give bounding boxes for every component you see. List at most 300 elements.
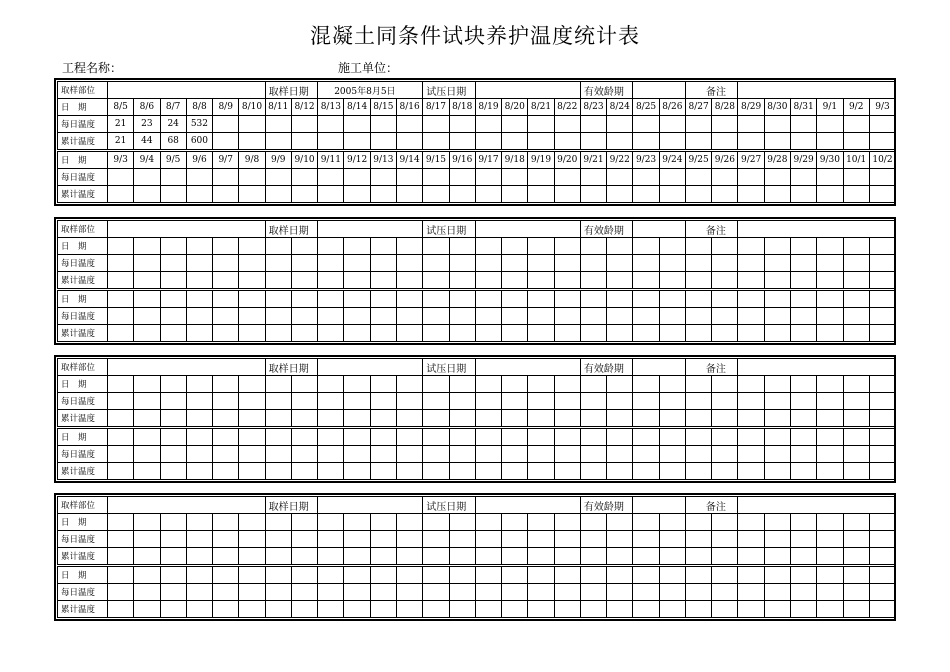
table-cell — [449, 238, 475, 255]
table-cell — [869, 514, 895, 531]
table-cell — [790, 531, 816, 548]
table-cell — [344, 601, 370, 618]
table-cell — [291, 186, 317, 203]
table-cell — [633, 290, 659, 308]
table-cell — [396, 531, 422, 548]
header-row — [58, 359, 896, 376]
date-row — [58, 514, 896, 531]
table-cell — [580, 584, 606, 601]
table-cell — [790, 308, 816, 325]
table-cell — [712, 238, 738, 255]
table-cell — [607, 463, 633, 480]
cumulative-temp-row — [58, 410, 896, 428]
table-cell — [817, 463, 843, 480]
table-cell — [396, 325, 422, 342]
sample-date-label: 取样日期 — [265, 221, 318, 238]
temperature-table — [57, 220, 896, 342]
table-cell — [265, 514, 291, 531]
table-cell — [186, 255, 212, 272]
table-cell — [160, 410, 186, 428]
sample-date-label: 取样日期 — [265, 497, 318, 514]
table-cell — [869, 238, 895, 255]
table-cell — [134, 186, 160, 203]
table-cell — [449, 428, 475, 446]
table-cell — [633, 601, 659, 618]
table-cell — [607, 186, 633, 203]
table-cell — [843, 584, 869, 601]
cumulative-label: 累计温度 — [58, 272, 108, 290]
table-cell — [738, 446, 764, 463]
table-cell — [790, 601, 816, 618]
date-row — [58, 566, 896, 584]
table-cell: 8/5 — [108, 99, 134, 116]
table-cell — [685, 308, 711, 325]
page-title: 混凝土同条件试块养护温度统计表 — [310, 24, 640, 48]
table-cell — [291, 255, 317, 272]
table-cell — [554, 566, 580, 584]
table-cell — [449, 548, 475, 566]
table-cell — [712, 548, 738, 566]
table-cell — [790, 255, 816, 272]
table-cell — [712, 584, 738, 601]
table-cell: 8/29 — [738, 99, 764, 116]
table-cell — [344, 514, 370, 531]
table-cell: 8/24 — [607, 99, 633, 116]
table-cell — [869, 255, 895, 272]
table-cell — [554, 116, 580, 133]
table-cell — [449, 290, 475, 308]
table-cell — [817, 584, 843, 601]
table-cell — [659, 428, 685, 446]
table-cell: 8/16 — [396, 99, 422, 116]
date-label: 日 期 — [58, 238, 108, 255]
table-cell: 9/21 — [580, 151, 606, 169]
table-cell — [318, 238, 344, 255]
table-cell — [791, 169, 817, 186]
table-cell — [843, 428, 869, 446]
table-cell — [423, 376, 449, 393]
table-cell — [528, 601, 554, 618]
table-cell — [160, 308, 186, 325]
table-cell — [502, 325, 528, 342]
cumulative-temp-row — [58, 186, 896, 203]
table-cell — [659, 548, 685, 566]
table-cell — [370, 548, 396, 566]
sample-date-value: 2005年8月5日 — [318, 82, 423, 99]
table-cell — [160, 428, 186, 446]
table-cell — [502, 290, 528, 308]
table-cell: 8/27 — [685, 99, 711, 116]
table-cell — [869, 548, 895, 566]
remark-value — [738, 497, 896, 514]
table-cell: 9/1 — [817, 99, 843, 116]
table-cell: 68 — [160, 133, 186, 151]
table-cell: 8/9 — [213, 99, 239, 116]
table-cell — [607, 169, 633, 186]
table-cell — [502, 566, 528, 584]
table-cell — [475, 548, 501, 566]
table-cell — [502, 601, 528, 618]
table-cell — [213, 272, 239, 290]
table-cell — [213, 531, 239, 548]
table-cell — [213, 376, 239, 393]
table-cell — [134, 290, 160, 308]
table-cell: 9/10 — [291, 151, 317, 169]
daily-label: 每日温度 — [58, 116, 108, 133]
table-cell — [134, 308, 160, 325]
table-cell — [213, 255, 239, 272]
table-cell: 8/25 — [633, 99, 659, 116]
table-cell — [659, 272, 685, 290]
location-label: 取样部位 — [58, 82, 108, 99]
table-cell — [502, 446, 528, 463]
table-cell — [134, 566, 160, 584]
table-cell — [475, 601, 501, 618]
table-cell — [738, 566, 764, 584]
table-cell — [843, 186, 869, 203]
remark-label: 备注 — [685, 497, 738, 514]
table-cell — [554, 428, 580, 446]
table-cell — [633, 116, 659, 133]
effective-age-label: 有效龄期 — [580, 497, 633, 514]
header-row — [58, 82, 896, 99]
table-cell — [108, 325, 134, 342]
table-cell — [659, 186, 685, 203]
table-cell — [633, 133, 659, 151]
table-cell — [318, 393, 344, 410]
table-cell — [790, 272, 816, 290]
table-cell — [239, 584, 265, 601]
table-cell: 8/12 — [291, 99, 317, 116]
table-cell — [318, 446, 344, 463]
table-cell — [449, 584, 475, 601]
table-cell — [108, 272, 134, 290]
table-cell: 532 — [186, 116, 212, 133]
table-cell — [265, 116, 291, 133]
table-cell — [213, 463, 239, 480]
table-cell — [607, 446, 633, 463]
table-cell — [843, 116, 869, 133]
table-cell — [239, 116, 265, 133]
table-cell — [607, 548, 633, 566]
daily-label: 每日温度 — [58, 531, 108, 548]
table-cell — [502, 116, 528, 133]
table-cell — [344, 463, 370, 480]
table-cell — [396, 566, 422, 584]
table-cell — [843, 169, 869, 186]
table-cell — [160, 463, 186, 480]
table-cell — [712, 255, 738, 272]
table-cell — [633, 463, 659, 480]
table-cell — [685, 566, 711, 584]
table-cell — [108, 238, 134, 255]
table-cell: 9/24 — [659, 151, 685, 169]
table-cell — [502, 428, 528, 446]
table-cell — [764, 410, 790, 428]
table-cell — [607, 238, 633, 255]
table-cell — [580, 186, 606, 203]
table-cell — [475, 255, 501, 272]
table-cell — [449, 601, 475, 618]
table-cell — [528, 186, 554, 203]
table-cell — [633, 514, 659, 531]
table-cell — [265, 308, 291, 325]
table-cell — [213, 186, 239, 203]
table-cell — [738, 133, 764, 151]
table-cell: 8/28 — [712, 99, 738, 116]
table-cell — [843, 514, 869, 531]
table-cell — [318, 428, 344, 446]
location-value — [108, 497, 266, 514]
table-cell — [160, 272, 186, 290]
table-cell — [817, 272, 843, 290]
table-cell — [344, 584, 370, 601]
header-row — [58, 497, 896, 514]
table-cell — [790, 238, 816, 255]
table-cell — [817, 238, 843, 255]
table-cell — [843, 325, 869, 342]
table-cell — [817, 325, 843, 342]
table-cell — [108, 186, 134, 203]
table-cell — [291, 601, 317, 618]
test-date-label: 试压日期 — [423, 359, 476, 376]
table-cell — [265, 169, 291, 186]
location-value — [108, 221, 266, 238]
date-label: 日 期 — [58, 290, 108, 308]
table-cell — [423, 584, 449, 601]
table-cell — [712, 169, 738, 186]
table-cell — [265, 393, 291, 410]
table-cell — [764, 325, 790, 342]
table-cell — [475, 169, 501, 186]
table-cell — [633, 169, 659, 186]
temperature-block — [54, 78, 896, 206]
table-cell — [502, 463, 528, 480]
table-cell — [108, 308, 134, 325]
table-cell — [685, 133, 711, 151]
table-cell — [134, 169, 160, 186]
table-cell — [239, 548, 265, 566]
table-cell — [213, 393, 239, 410]
table-cell — [685, 169, 711, 186]
table-cell — [528, 428, 554, 446]
table-cell — [502, 169, 528, 186]
date-row — [58, 290, 896, 308]
table-cell — [528, 376, 554, 393]
table-cell — [633, 325, 659, 342]
table-cell — [502, 393, 528, 410]
table-cell — [528, 446, 554, 463]
remark-label: 备注 — [685, 359, 738, 376]
table-cell: 9/20 — [554, 151, 580, 169]
table-cell — [764, 272, 790, 290]
table-cell — [502, 186, 528, 203]
table-cell: 10/1 — [843, 151, 869, 169]
table-cell — [764, 566, 790, 584]
table-cell — [502, 584, 528, 601]
table-cell: 8/14 — [344, 99, 370, 116]
table-cell — [764, 428, 790, 446]
table-cell — [134, 548, 160, 566]
table-cell — [764, 169, 790, 186]
table-cell — [764, 548, 790, 566]
table-cell — [423, 531, 449, 548]
table-cell — [108, 290, 134, 308]
table-cell — [791, 116, 817, 133]
table-cell — [291, 325, 317, 342]
table-cell — [239, 325, 265, 342]
table-cell — [396, 601, 422, 618]
table-cell — [186, 601, 212, 618]
table-cell — [580, 325, 606, 342]
table-cell — [265, 133, 291, 151]
table-cell — [134, 255, 160, 272]
table-cell — [423, 133, 449, 151]
date-row — [58, 151, 896, 169]
table-cell — [764, 393, 790, 410]
table-cell — [554, 272, 580, 290]
table-cell — [291, 446, 317, 463]
table-cell — [160, 393, 186, 410]
table-cell — [764, 463, 790, 480]
table-cell — [685, 446, 711, 463]
table-cell — [712, 272, 738, 290]
table-cell — [186, 393, 212, 410]
table-cell — [712, 463, 738, 480]
table-cell — [239, 272, 265, 290]
table-cell — [291, 514, 317, 531]
table-cell — [738, 290, 764, 308]
table-cell — [239, 376, 265, 393]
table-cell — [291, 584, 317, 601]
table-cell — [423, 393, 449, 410]
table-cell: 9/30 — [817, 151, 843, 169]
table-cell — [502, 531, 528, 548]
table-cell — [213, 446, 239, 463]
table-cell — [712, 446, 738, 463]
table-cell — [528, 238, 554, 255]
table-cell — [396, 186, 422, 203]
table-cell — [712, 325, 738, 342]
table-cell — [738, 584, 764, 601]
table-cell — [134, 531, 160, 548]
table-cell: 9/18 — [502, 151, 528, 169]
table-cell — [108, 514, 134, 531]
table-cell — [239, 463, 265, 480]
sample-date-label: 取样日期 — [265, 82, 318, 99]
table-cell — [475, 531, 501, 548]
table-cell — [423, 272, 449, 290]
remark-label: 备注 — [685, 221, 738, 238]
table-cell — [160, 531, 186, 548]
table-cell: 9/27 — [738, 151, 764, 169]
daily-label: 每日温度 — [58, 393, 108, 410]
table-cell — [554, 601, 580, 618]
table-cell — [869, 601, 895, 618]
table-cell: 9/8 — [239, 151, 265, 169]
table-cell — [186, 410, 212, 428]
table-cell — [239, 410, 265, 428]
table-cell — [213, 308, 239, 325]
table-cell: 9/15 — [423, 151, 449, 169]
table-cell — [239, 393, 265, 410]
table-cell — [580, 169, 606, 186]
table-cell — [265, 601, 291, 618]
table-cell — [659, 325, 685, 342]
table-cell — [265, 290, 291, 308]
table-cell — [554, 514, 580, 531]
table-cell — [265, 325, 291, 342]
date-label: 日 期 — [58, 151, 108, 169]
table-cell — [370, 566, 396, 584]
table-cell — [265, 255, 291, 272]
table-cell: 8/15 — [370, 99, 396, 116]
table-cell — [475, 514, 501, 531]
table-cell: 8/13 — [318, 99, 344, 116]
table-cell — [528, 566, 554, 584]
date-label: 日 期 — [58, 514, 108, 531]
table-cell — [764, 290, 790, 308]
table-cell — [659, 238, 685, 255]
table-cell — [633, 272, 659, 290]
table-cell: 44 — [134, 133, 160, 151]
remark-value — [738, 82, 896, 99]
table-cell — [239, 531, 265, 548]
test-date-value — [475, 82, 580, 99]
table-cell — [580, 446, 606, 463]
table-cell — [291, 410, 317, 428]
date-row — [58, 99, 896, 116]
table-cell — [423, 169, 449, 186]
table-cell: 9/12 — [344, 151, 370, 169]
table-cell — [685, 463, 711, 480]
table-cell — [344, 548, 370, 566]
table-cell — [423, 238, 449, 255]
effective-age-value — [633, 359, 686, 376]
table-cell — [213, 325, 239, 342]
table-cell — [712, 116, 738, 133]
table-cell — [659, 446, 685, 463]
table-cell — [738, 410, 764, 428]
table-cell: 8/26 — [659, 99, 685, 116]
effective-age-value — [633, 221, 686, 238]
table-cell — [134, 376, 160, 393]
table-cell — [607, 272, 633, 290]
table-cell — [817, 116, 843, 133]
table-cell — [160, 169, 186, 186]
table-cell: 8/19 — [475, 99, 501, 116]
table-cell — [475, 428, 501, 446]
table-cell — [239, 169, 265, 186]
table-cell — [817, 393, 843, 410]
table-cell — [291, 272, 317, 290]
table-cell — [108, 601, 134, 618]
table-cell — [134, 393, 160, 410]
table-cell — [580, 308, 606, 325]
table-cell — [869, 446, 895, 463]
table-cell — [370, 186, 396, 203]
table-cell — [423, 308, 449, 325]
table-cell: 8/7 — [160, 99, 186, 116]
cumulative-label: 累计温度 — [58, 186, 108, 203]
table-cell — [186, 566, 212, 584]
table-cell — [475, 584, 501, 601]
table-cell — [633, 531, 659, 548]
table-cell — [659, 290, 685, 308]
table-cell — [843, 463, 869, 480]
table-cell — [318, 308, 344, 325]
table-cell — [423, 514, 449, 531]
